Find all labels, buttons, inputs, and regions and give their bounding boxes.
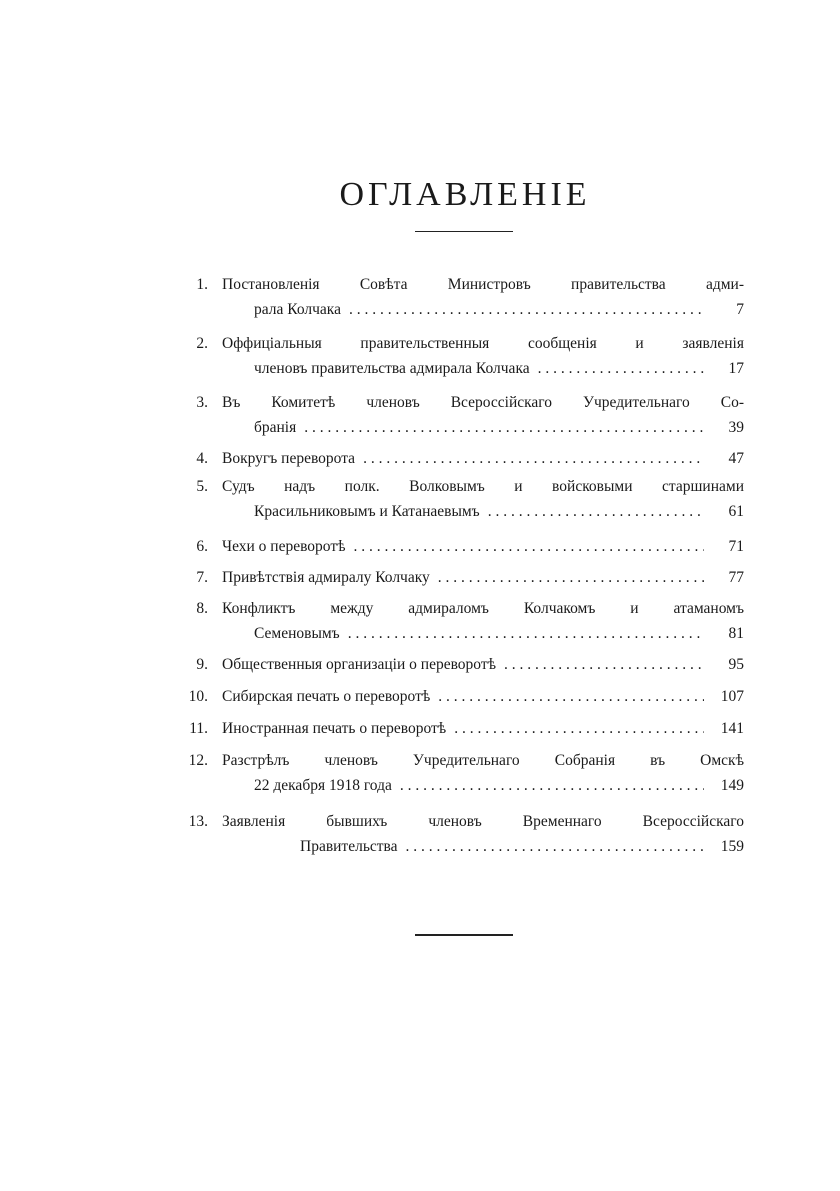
toc-entry-number: 12. — [188, 752, 208, 769]
toc-entry-page: 81 — [728, 625, 744, 642]
toc-entry[interactable] — [180, 272, 744, 322]
dot-leader — [454, 716, 704, 741]
toc-entry-number: 6. — [196, 538, 208, 555]
toc-entry-page: 17 — [728, 360, 744, 377]
closing-rule — [415, 934, 513, 936]
toc-entry[interactable] — [180, 565, 744, 590]
toc-entry-title-line: Вокругъ переворота — [222, 450, 356, 467]
toc-entry-title-line: рала Колчака — [254, 301, 341, 318]
toc-entry-number: 11. — [189, 720, 208, 737]
toc-entry-page: 141 — [720, 720, 744, 737]
toc-entry-title-line: Оффиціальныя правительственныя сообщенія и заявленія — [222, 335, 744, 352]
title-underline — [415, 231, 513, 232]
toc-entry-title-line: Сибирская печать о переворотѣ — [222, 688, 431, 705]
toc-entry-title-line: Семеновымъ — [254, 625, 340, 642]
toc-entry-title-line: Въ Комитетѣ членовъ Всероссійскаго Учредительнаго Со- — [222, 394, 744, 411]
toc-entry-page: 47 — [728, 450, 744, 467]
dot-leader — [406, 834, 704, 859]
toc-entry-page: 71 — [728, 538, 744, 555]
toc-entry[interactable] — [180, 684, 744, 709]
toc-entry-page: 149 — [720, 777, 744, 794]
toc-entry-title-line: Иностранная печать о переворотѣ — [222, 720, 447, 737]
toc-entry[interactable] — [180, 474, 744, 524]
toc-entry-title-line: Заявленія бывшихъ членовъ Временнаго Всероссійскаго — [222, 813, 744, 830]
toc-entry-page: 39 — [728, 419, 744, 436]
toc-entry-title-line: членовъ правительства адмирала Колчака — [254, 360, 530, 377]
toc-entry-title-line: Красильниковымъ и Катанаевымъ — [254, 503, 480, 520]
toc-entry[interactable] — [180, 534, 744, 559]
toc-entry-page: 7 — [736, 301, 744, 318]
toc-entry-number: 3. — [196, 394, 208, 411]
dot-leader — [354, 534, 704, 559]
toc-entry[interactable] — [180, 446, 744, 471]
toc-entry-page: 61 — [728, 503, 744, 520]
toc-entry-title-line: Привѣтствія адмиралу Колчаку — [222, 569, 430, 586]
toc-entry-title-line: Чехи о переворотѣ — [222, 538, 346, 555]
toc-entry-number: 5. — [196, 478, 208, 495]
toc-entry-title-line: 22 декабря 1918 года — [254, 777, 392, 794]
toc-entry-page: 107 — [720, 688, 744, 705]
toc-entry[interactable] — [180, 596, 744, 646]
toc-entry-number: 8. — [196, 600, 208, 617]
toc-entry-number: 13. — [188, 813, 208, 830]
toc-entry[interactable] — [180, 331, 744, 381]
toc-entry-number: 10. — [188, 688, 208, 705]
toc-entry[interactable] — [180, 716, 744, 741]
toc-entry-page: 77 — [728, 569, 744, 586]
toc-entry-title-line: бранія — [254, 419, 297, 436]
dot-leader — [400, 773, 704, 798]
dot-leader — [304, 415, 704, 440]
toc-entry-number: 1. — [196, 276, 208, 293]
toc-entry-title-line: Правительства — [300, 838, 398, 855]
dot-leader — [488, 499, 704, 524]
toc-entry-number: 4. — [196, 450, 208, 467]
toc-entry-number: 2. — [196, 335, 208, 352]
toc-entry-number: 9. — [196, 656, 208, 673]
toc-entry-number: 7. — [196, 569, 208, 586]
toc-entry-title-line: Общественныя организаціи о переворотѣ — [222, 656, 497, 673]
toc-entry-title-line: Конфликтъ между адмираломъ Колчакомъ и атаманомъ — [222, 600, 744, 617]
toc-entry[interactable] — [180, 748, 744, 798]
dot-leader — [438, 684, 704, 709]
dot-leader — [348, 621, 704, 646]
toc-entry-title-line: Судъ надъ полк. Волковымъ и войсковыми старшинами — [222, 478, 744, 495]
toc-entry[interactable] — [180, 809, 744, 859]
dot-leader — [438, 565, 704, 590]
toc-entry-page: 159 — [720, 838, 744, 855]
toc-entry[interactable] — [180, 652, 744, 677]
dot-leader — [363, 446, 704, 471]
toc-entry[interactable] — [180, 390, 744, 440]
toc-entry-title-line: Постановленія Совѣта Министровъ правительства адми- — [222, 276, 744, 293]
table-of-contents — [180, 272, 744, 859]
page-title: ОГЛАВЛЕНІЕ — [339, 176, 591, 213]
dot-leader — [538, 356, 704, 381]
toc-entry-title-line: Разстрѣлъ членовъ Учредительнаго Собранія въ Омскѣ — [222, 752, 744, 769]
toc-entry-page: 95 — [728, 656, 744, 673]
dot-leader — [349, 297, 704, 322]
dot-leader — [504, 652, 704, 677]
